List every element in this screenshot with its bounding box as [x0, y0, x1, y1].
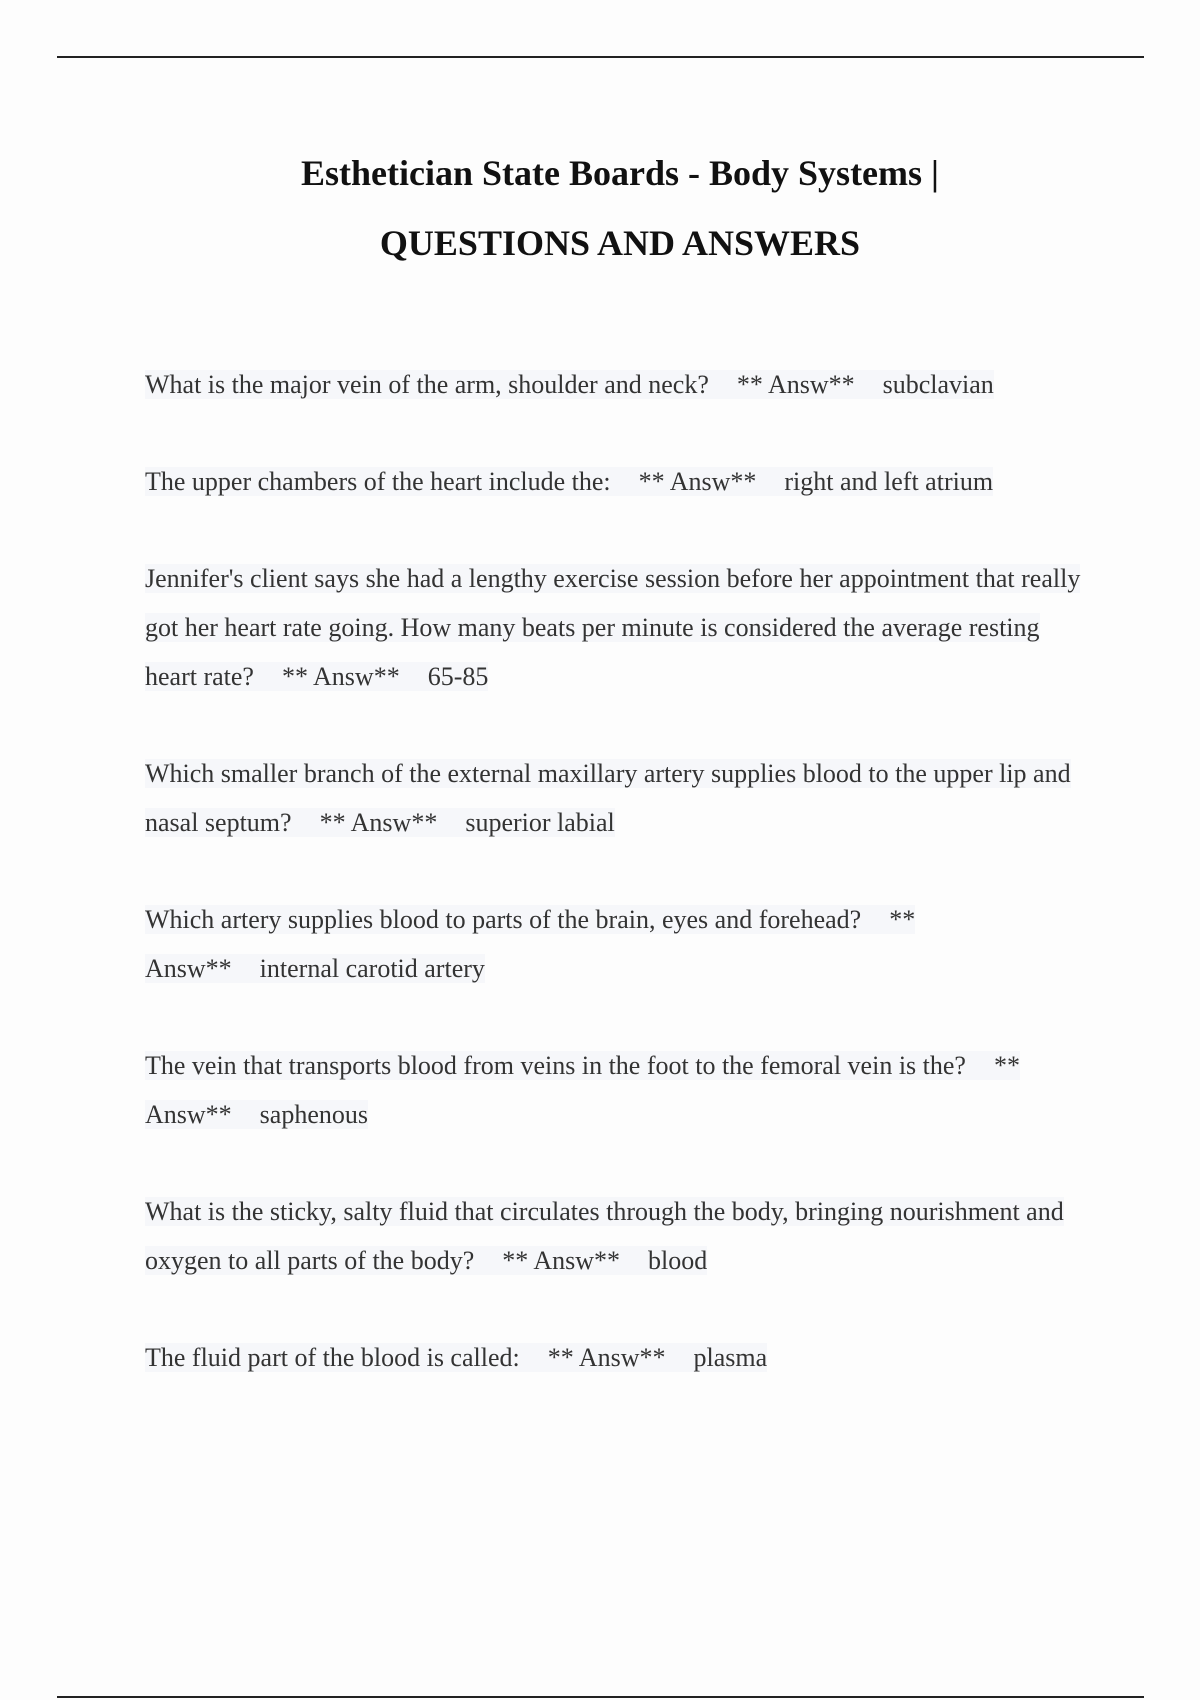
qa-question: What is the sticky, salty fluid that circulates through the body, bringing nourishment and oxygen to all parts of the body? [145, 1197, 1064, 1275]
title-line-1: Esthetician State Boards - Body Systems | [301, 153, 939, 193]
answer-marker: ** Answ** [547, 1343, 666, 1372]
qa-question: The vein that transports blood from veins in the foot to the femoral vein is the? [145, 1051, 966, 1080]
qa-answer: right and left atrium [784, 467, 994, 496]
answer-marker: ** Answ** [281, 662, 400, 691]
top-rule [57, 56, 1144, 58]
qa-item [145, 1333, 1090, 1382]
qa-answer: 65-85 [427, 662, 489, 691]
qa-answer: saphenous [259, 1100, 368, 1129]
qa-answer: internal carotid artery [259, 954, 485, 983]
qa-question: The upper chambers of the heart include the: [145, 467, 611, 496]
answer-marker: ** Answ** [638, 467, 757, 496]
qa-question: The fluid part of the blood is called: [145, 1343, 520, 1372]
qa-question: Which smaller branch of the external maxillary artery supplies blood to the upper lip and nasal septum? [145, 759, 1071, 837]
qa-list [145, 360, 1090, 1430]
answer-marker: ** Answ** [736, 370, 855, 399]
qa-item [145, 749, 1090, 847]
qa-item [145, 554, 1090, 701]
title-line-2: QUESTIONS AND ANSWERS [379, 223, 861, 263]
answer-marker: ** Answ** [145, 1051, 1020, 1129]
qa-item [145, 895, 1090, 993]
qa-answer: blood [648, 1246, 708, 1275]
qa-question: What is the major vein of the arm, shoulder and neck? [145, 370, 709, 399]
answer-marker: ** Answ** [319, 808, 438, 837]
bottom-rule [57, 1696, 1144, 1698]
answer-marker: ** Answ** [502, 1246, 621, 1275]
qa-question: Jennifer's client says she had a lengthy exercise session before her appointment that really got her heart rate going. How many beats per minute is considered the average resting heart rate? [145, 564, 1081, 691]
qa-question: Which artery supplies blood to parts of the brain, eyes and forehead? [145, 905, 862, 934]
qa-answer: plasma [693, 1343, 768, 1372]
answer-marker: ** Answ** [145, 905, 916, 983]
qa-item [145, 1041, 1090, 1139]
qa-item [145, 1187, 1090, 1285]
qa-item [145, 457, 1090, 506]
qa-answer: subclavian [882, 370, 994, 399]
qa-answer: superior labial [465, 808, 615, 837]
qa-item [145, 360, 1090, 409]
document-title [0, 138, 1200, 278]
